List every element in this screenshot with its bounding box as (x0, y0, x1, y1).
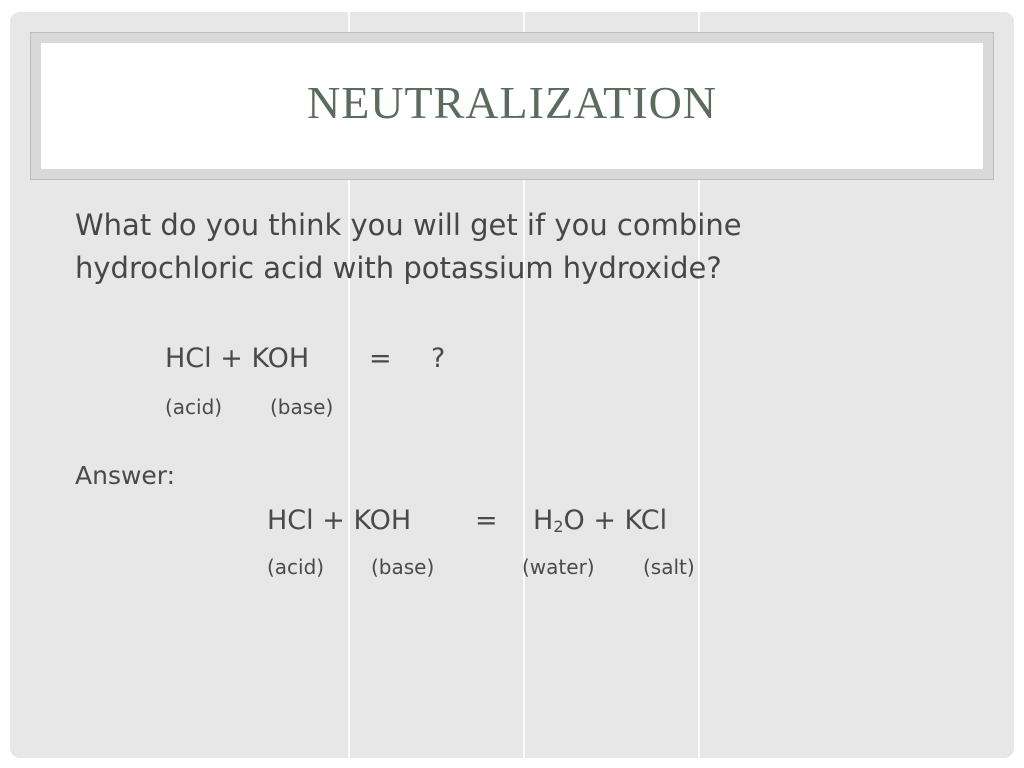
equation-1-reactants: HCl + KOH (165, 343, 310, 374)
equation-1-label-base: (base) (270, 395, 334, 419)
question-line-1: What do you think you will get if you combine (75, 208, 742, 242)
water-formula-h: H (533, 505, 554, 536)
slide-title: NEUTRALIZATION (306, 76, 718, 128)
equation-2-label-base: (base) (371, 555, 435, 579)
equation-2-label-water: (water) (522, 555, 595, 579)
equation-2-label-acid: (acid) (267, 555, 325, 579)
question-line-2: hydrochloric acid with potassium hydroxide? (75, 251, 722, 285)
products-rest: O + KCl (563, 505, 668, 536)
equation-2-equals: = (475, 505, 498, 536)
slide (10, 12, 1014, 758)
question-text (75, 204, 742, 290)
answer-label: Answer: (75, 461, 176, 490)
water-formula-subscript: 2 (553, 517, 564, 536)
equation-1-equals: = (369, 343, 392, 374)
equation-2-products (533, 505, 667, 536)
equation-2-label-salt: (salt) (643, 555, 695, 579)
title-box (41, 43, 983, 169)
equation-1-product: ? (431, 343, 446, 374)
equation-2-reactants: HCl + KOH (267, 505, 412, 536)
equation-1-label-acid: (acid) (165, 395, 223, 419)
title-frame (30, 32, 994, 180)
